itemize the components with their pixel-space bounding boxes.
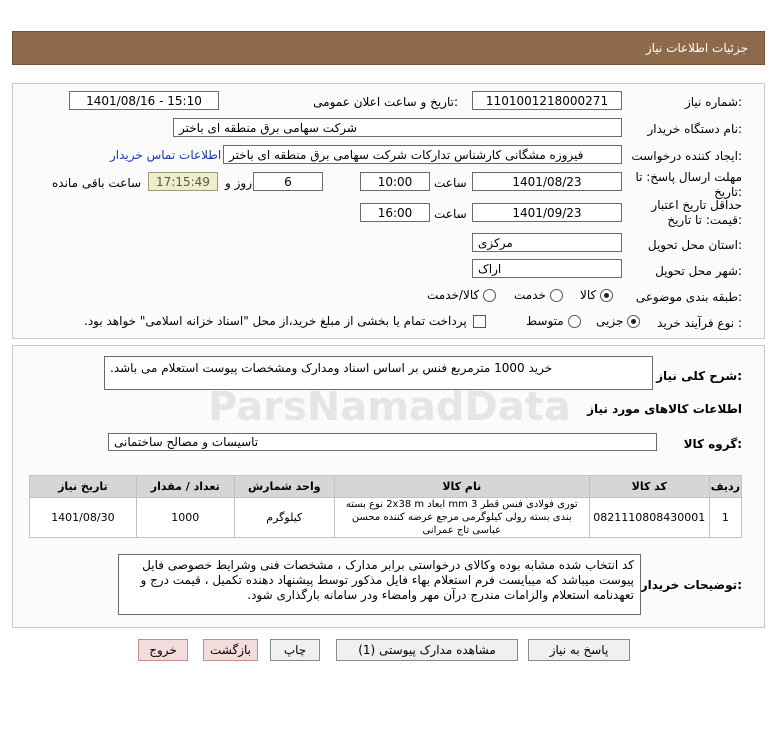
announce-field: 1401/08/16 - 15:10 xyxy=(69,91,219,110)
buyer-notes-text: کد انتخاب شده مشابه بوده وکالای درخواستی برابر مدارک ، مشخصات فنی وشرایط خصوصی فایل پیوست میباشد که میبایست فرم استعلام بهاء فایل مذکور توسط پیشنهاد دهنده تکمیل ، قیمت درج و تعهدنامه استعلام والزامات مندرج درآن مهر وامضاء ودر سامانه بارگذاری شود. xyxy=(140,558,634,602)
watermark-logo: ParsNamadData xyxy=(208,384,571,430)
category-label: طبقه بندی موضوعی: xyxy=(635,290,742,304)
print-button[interactable]: چاپ xyxy=(270,639,320,661)
process-option-minor: جزیی xyxy=(596,314,624,328)
process-label: نوع فرآیند خرید : xyxy=(657,316,742,330)
days-label: روز و xyxy=(225,176,252,190)
reply-time-field: 10:00 xyxy=(360,172,430,191)
process-radio-medium[interactable] xyxy=(526,314,581,328)
cell-row: 1 xyxy=(709,498,741,538)
process-option-medium: متوسط xyxy=(526,314,564,328)
exit-button[interactable]: خروج xyxy=(138,639,188,661)
buyer-org-label: نام دستگاه خریدار: xyxy=(647,122,742,136)
radio-icon xyxy=(568,315,581,328)
city-field: اراک xyxy=(472,259,622,278)
cell-date: 1401/08/30 xyxy=(30,498,137,538)
col-row: ردیف xyxy=(709,476,741,498)
col-date: تاریخ نیاز xyxy=(30,476,137,498)
radio-icon xyxy=(483,289,496,302)
reply-time-label: ساعت xyxy=(434,176,467,190)
process-radio-minor[interactable] xyxy=(596,314,640,328)
validity-date-field: 1401/09/23 xyxy=(472,203,622,222)
validity-time-label: ساعت xyxy=(434,207,467,221)
category-option-goods: کالا xyxy=(580,288,597,302)
treasury-payment-option[interactable] xyxy=(84,314,486,328)
city-label: شهر محل تحویل: xyxy=(655,264,742,278)
page-title: جزئیات اطلاعات نیاز xyxy=(645,41,748,55)
province-label: استان محل تحویل: xyxy=(647,238,742,252)
col-name: نام کالا xyxy=(334,476,589,498)
remaining-time-label: ساعت باقی مانده xyxy=(52,176,142,190)
goods-section-title: اطلاعات کالاهای مورد نیاز xyxy=(587,402,742,416)
contact-buyer-link[interactable]: اطلاعات تماس خریدار xyxy=(110,148,222,162)
col-code: کد کالا xyxy=(589,476,709,498)
reply-button[interactable]: پاسخ به نیاز xyxy=(528,639,630,661)
buyer-org-field: شرکت سهامی برق منطقه ای باختر xyxy=(173,118,622,137)
creator-label: ایجاد کننده درخواست: xyxy=(631,149,742,163)
summary-label: شرح کلی نیاز: xyxy=(656,369,742,383)
items-table-wrap xyxy=(29,475,742,538)
cell-qty: 1000 xyxy=(136,498,234,538)
view-attachments-button[interactable]: مشاهده مدارک پیوستی (1) xyxy=(336,639,518,661)
remaining-time-field: 17:15:49 xyxy=(148,172,218,191)
reply-deadline-label: مهلت ارسال پاسخ: تا تاریخ: xyxy=(635,170,742,199)
buyer-notes-label: توضیحات خریدار: xyxy=(640,578,742,592)
table-header-row xyxy=(30,476,742,498)
goods-group-field: تاسیسات و مصالح ساختمانی xyxy=(108,433,657,451)
radio-icon xyxy=(550,289,563,302)
category-radio-service[interactable] xyxy=(514,288,563,302)
need-number-field: 1101001218000271 xyxy=(472,91,622,110)
items-table xyxy=(29,475,742,538)
treasury-note: پرداخت تمام یا بخشی از مبلغ خرید،از محل "اسناد خزانه اسلامی" خواهد بود. xyxy=(84,314,467,328)
need-number-label: شماره نیاز: xyxy=(684,95,742,109)
cell-unit: کیلوگرم xyxy=(234,498,334,538)
table-row[interactable] xyxy=(30,498,742,538)
cell-code: 0821110808430001 xyxy=(589,498,709,538)
reply-date-field: 1401/08/23 xyxy=(472,172,622,191)
creator-field: فیروزه مشگانی کارشناس تدارکات شرکت سهامی برق منطقه ای باختر xyxy=(223,145,622,164)
col-unit: واحد شمارش xyxy=(234,476,334,498)
validity-time-field: 16:00 xyxy=(360,203,430,222)
days-field: 6 xyxy=(253,172,323,191)
validity-label: حداقل تاریخ اعتبار قیمت: تا تاریخ: xyxy=(651,198,742,227)
category-option-both: کالا/خدمت xyxy=(427,288,480,302)
col-qty: تعداد / مقدار xyxy=(136,476,234,498)
summary-field: خرید 1000 مترمربع فنس بر اساس اسناد ومدارک ومشخصات پیوست استعلام می باشد. xyxy=(104,356,653,390)
category-radio-goods[interactable] xyxy=(580,288,613,302)
radio-selected-icon xyxy=(600,289,613,302)
announce-label: تاریخ و ساعت اعلان عمومی: xyxy=(313,95,458,109)
treasury-checkbox[interactable] xyxy=(473,315,486,328)
category-option-service: خدمت xyxy=(514,288,546,302)
province-field: مرکزی xyxy=(472,233,622,252)
radio-selected-icon xyxy=(627,315,640,328)
cell-name: توری فولادی فنس قطر 3 mm ابعاد 2x38 m نوع بسته بندی بسته رولی کیلوگرمی مرجع عرضه کننده محسن عباسی تاج عمرانی xyxy=(334,498,589,538)
category-radio-both[interactable] xyxy=(427,288,496,302)
goods-group-label: گروه کالا: xyxy=(683,437,742,451)
back-button[interactable]: بازگشت xyxy=(203,639,258,661)
buyer-notes-field xyxy=(118,554,641,615)
page-title-bar xyxy=(12,31,765,65)
